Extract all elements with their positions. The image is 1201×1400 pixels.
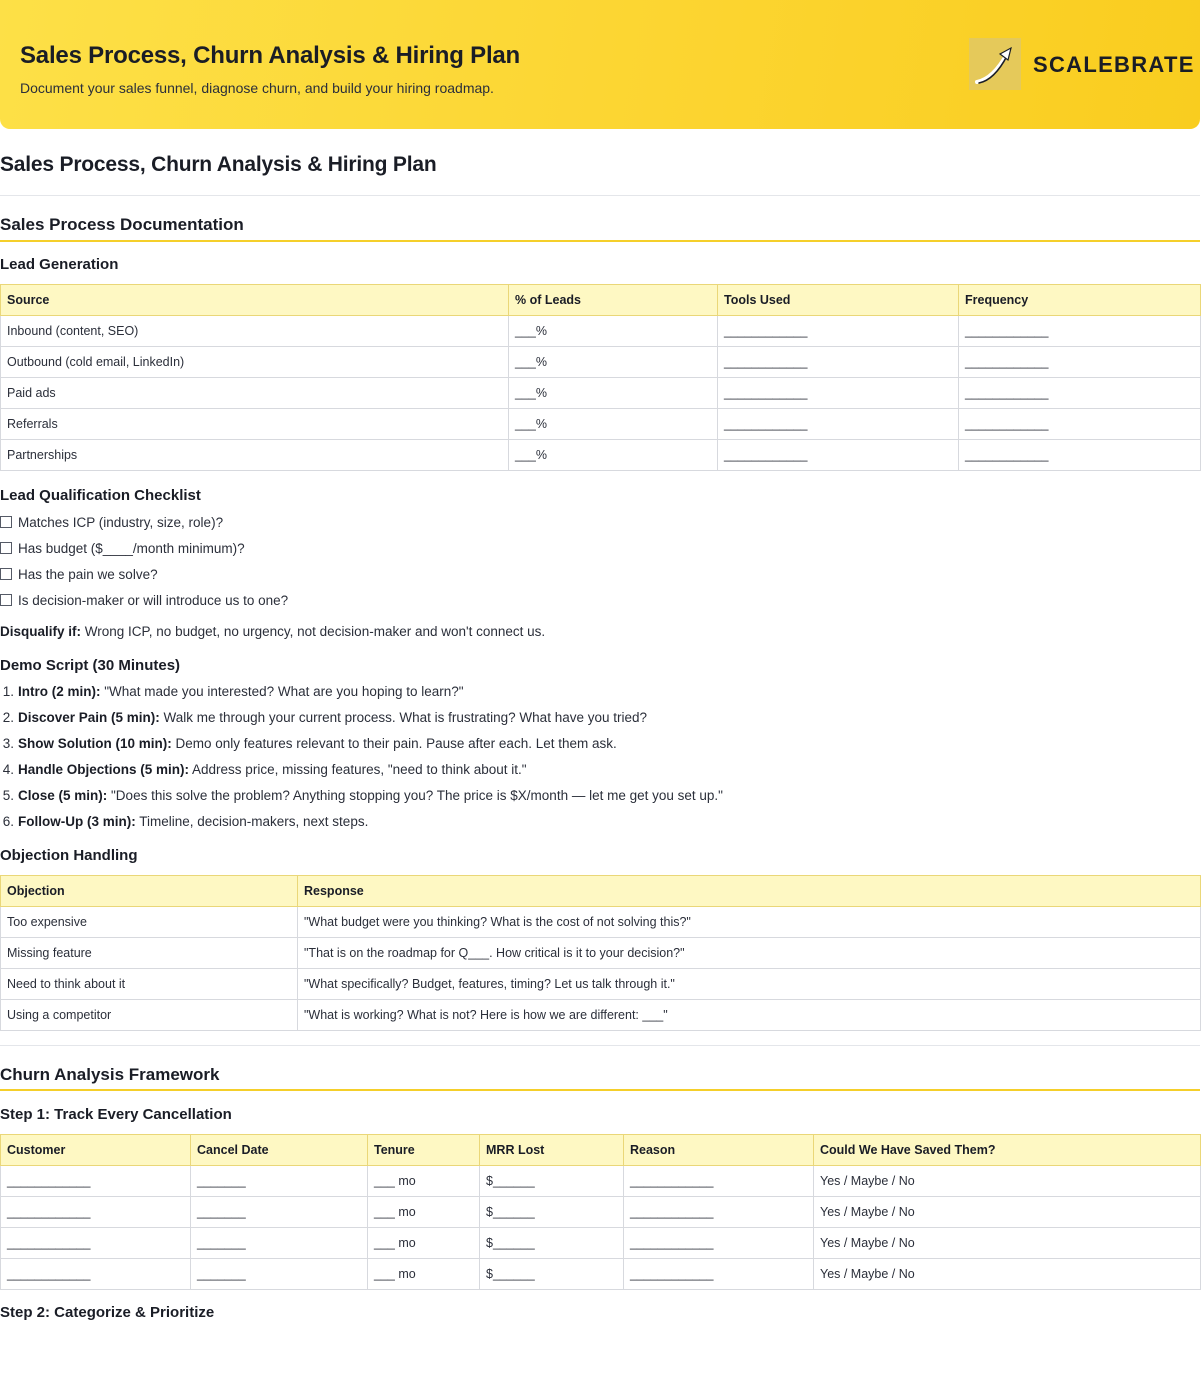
step-label: Follow-Up (3 min): — [18, 814, 136, 829]
checklist-label: Is decision-maker or will introduce us to one? — [18, 592, 289, 608]
table-cell: ____________ — [718, 440, 959, 471]
table-cell: ____________ — [624, 1259, 814, 1290]
column-header: Reason — [624, 1135, 814, 1166]
table-cell: ____________ — [959, 316, 1201, 347]
step-number: 4. — [2, 762, 14, 777]
table-header-row — [1, 285, 1201, 316]
table-cell: "That is on the roadmap for Q___. How critical is it to your decision?" — [298, 938, 1201, 969]
table-header-row — [1, 876, 1201, 907]
table-cell: ____________ — [959, 440, 1201, 471]
step-number: 2. — [2, 710, 14, 725]
table-cell: ___% — [509, 440, 718, 471]
table-cell: ___ mo — [368, 1166, 480, 1197]
table-row — [1, 347, 1201, 378]
table-cell: $______ — [480, 1228, 624, 1259]
checklist-item[interactable] — [0, 512, 223, 532]
column-header: Customer — [1, 1135, 191, 1166]
table-cell: $______ — [480, 1166, 624, 1197]
header-banner — [0, 0, 1200, 129]
column-header: Tenure — [368, 1135, 480, 1166]
banner-title: Sales Process, Churn Analysis & Hiring Plan — [20, 42, 521, 69]
table-row — [1, 969, 1201, 1000]
table-row — [1, 1259, 1201, 1290]
table-cell: Paid ads — [1, 378, 509, 409]
demo-step — [0, 762, 527, 777]
section-underline — [0, 1089, 1200, 1091]
lead-generation-title: Lead Generation — [0, 256, 119, 273]
brand-name: SCALEBRATE — [1033, 52, 1195, 77]
table-cell: Missing feature — [1, 938, 298, 969]
section-title-churn: Churn Analysis Framework — [0, 1065, 220, 1084]
table-cell: ___ mo — [368, 1259, 480, 1290]
column-header: Could We Have Saved Them? — [814, 1135, 1201, 1166]
checkbox[interactable] — [0, 516, 12, 528]
objection-table — [0, 875, 1201, 1031]
divider — [0, 195, 1200, 196]
table-cell: ____________ — [1, 1197, 191, 1228]
table-cell: "What is working? What is not? Here is how we are different: ___" — [298, 1000, 1201, 1031]
table-cell: ___ mo — [368, 1197, 480, 1228]
table-cell: ___% — [509, 347, 718, 378]
table-cell: Yes / Maybe / No — [814, 1259, 1201, 1290]
demo-step — [0, 814, 368, 829]
table-cell: "What specifically? Budget, features, timing? Let us talk through it." — [298, 969, 1201, 1000]
step-text: "Does this solve the problem? Anything stopping you? The price is $X/month — let me get you set up." — [107, 788, 723, 803]
table-cell: Partnerships — [1, 440, 509, 471]
table-row — [1, 409, 1201, 440]
step-number: 3. — [2, 736, 14, 751]
table-cell: $______ — [480, 1259, 624, 1290]
demo-step — [0, 788, 723, 803]
table-row — [1, 1166, 1201, 1197]
table-cell: _______ — [191, 1259, 368, 1290]
divider — [0, 1045, 1200, 1046]
table-row — [1, 378, 1201, 409]
table-row — [1, 907, 1201, 938]
checklist-label: Matches ICP (industry, size, role)? — [18, 514, 224, 530]
checkbox[interactable] — [0, 568, 12, 580]
checklist-item[interactable] — [0, 564, 158, 584]
disqualify-note — [0, 624, 545, 639]
step-label: Close (5 min): — [18, 788, 108, 803]
table-cell: ____________ — [718, 316, 959, 347]
table-row — [1, 1228, 1201, 1259]
table-cell: $______ — [480, 1197, 624, 1228]
objection-handling-title: Objection Handling — [0, 847, 138, 864]
table-row — [1, 1197, 1201, 1228]
step-text: Timeline, decision-makers, next steps. — [135, 814, 369, 829]
table-cell: Using a competitor — [1, 1000, 298, 1031]
banner-subtitle: Document your sales funnel, diagnose churn, and build your hiring roadmap. — [20, 80, 494, 96]
checkbox[interactable] — [0, 542, 12, 554]
churn-step1-title: Step 1: Track Every Cancellation — [0, 1106, 232, 1123]
lead-generation-table — [0, 284, 1201, 471]
table-cell: ____________ — [718, 378, 959, 409]
column-header: Source — [1, 285, 509, 316]
section-underline — [0, 240, 1200, 242]
rocket-arrow-icon — [969, 38, 1021, 90]
checklist-item[interactable] — [0, 538, 245, 558]
table-cell: _______ — [191, 1197, 368, 1228]
table-cell: ____________ — [959, 347, 1201, 378]
table-cell: ____________ — [1, 1259, 191, 1290]
cancellation-table — [0, 1134, 1201, 1290]
table-cell: Yes / Maybe / No — [814, 1166, 1201, 1197]
table-cell: ___% — [509, 409, 718, 440]
step-label: Intro (2 min): — [18, 684, 101, 699]
step-number: 6. — [2, 814, 14, 829]
step-number: 5. — [2, 788, 14, 803]
table-cell: ____________ — [624, 1228, 814, 1259]
table-cell: Outbound (cold email, LinkedIn) — [1, 347, 509, 378]
column-header: MRR Lost — [480, 1135, 624, 1166]
checklist-label: Has the pain we solve? — [18, 566, 158, 582]
qualification-title: Lead Qualification Checklist — [0, 487, 201, 504]
disqualify-text: Wrong ICP, no budget, no urgency, not decision-maker and won't connect us. — [81, 624, 546, 639]
step-label: Show Solution (10 min): — [18, 736, 172, 751]
demo-script-title: Demo Script (30 Minutes) — [0, 657, 181, 674]
table-cell: Referrals — [1, 409, 509, 440]
document-content — [0, 129, 1200, 1321]
column-header: % of Leads — [509, 285, 718, 316]
table-row — [1, 316, 1201, 347]
step-text: "What made you interested? What are you hoping to learn?" — [100, 684, 464, 699]
column-header: Response — [298, 876, 1201, 907]
step-text: Address price, missing features, "need to think about it." — [189, 762, 527, 777]
table-cell: Yes / Maybe / No — [814, 1228, 1201, 1259]
column-header: Cancel Date — [191, 1135, 368, 1166]
table-cell: Too expensive — [1, 907, 298, 938]
step-text: Demo only features relevant to their pain. Pause after each. Let them ask. — [171, 736, 617, 751]
checklist-label: Has budget ($____/month minimum)? — [18, 540, 245, 556]
column-header: Frequency — [959, 285, 1201, 316]
demo-step — [0, 736, 617, 751]
table-cell: ___ mo — [368, 1228, 480, 1259]
table-cell: ____________ — [718, 347, 959, 378]
table-cell: ____________ — [1, 1166, 191, 1197]
table-cell: ____________ — [718, 409, 959, 440]
column-header: Objection — [1, 876, 298, 907]
page-title: Sales Process, Churn Analysis & Hiring Plan — [0, 153, 437, 176]
table-cell: ____________ — [959, 378, 1201, 409]
step-number: 1. — [2, 684, 14, 699]
demo-step — [0, 684, 464, 699]
table-cell: ____________ — [624, 1166, 814, 1197]
churn-step2-title: Step 2: Categorize & Prioritize — [0, 1304, 215, 1321]
table-cell: ____________ — [1, 1228, 191, 1259]
table-cell: "What budget were you thinking? What is the cost of not solving this?" — [298, 907, 1201, 938]
section-title-sales: Sales Process Documentation — [0, 215, 244, 234]
table-cell: _______ — [191, 1228, 368, 1259]
checkbox[interactable] — [0, 594, 12, 606]
table-cell: _______ — [191, 1166, 368, 1197]
table-cell: ____________ — [624, 1197, 814, 1228]
step-text: Walk me through your current process. What is frustrating? What have you tried? — [159, 710, 648, 725]
table-cell: ____________ — [959, 409, 1201, 440]
checklist-item[interactable] — [0, 590, 288, 610]
step-label: Handle Objections (5 min): — [18, 762, 190, 777]
table-cell: ___% — [509, 316, 718, 347]
column-header: Tools Used — [718, 285, 959, 316]
table-cell: Need to think about it — [1, 969, 298, 1000]
table-cell: Yes / Maybe / No — [814, 1197, 1201, 1228]
table-row — [1, 440, 1201, 471]
table-header-row — [1, 1135, 1201, 1166]
table-cell: Inbound (content, SEO) — [1, 316, 509, 347]
step-label: Discover Pain (5 min): — [18, 710, 160, 725]
table-row — [1, 1000, 1201, 1031]
table-cell: ___% — [509, 378, 718, 409]
table-row — [1, 938, 1201, 969]
demo-step — [0, 710, 647, 725]
disqualify-label: Disqualify if: — [0, 624, 82, 639]
